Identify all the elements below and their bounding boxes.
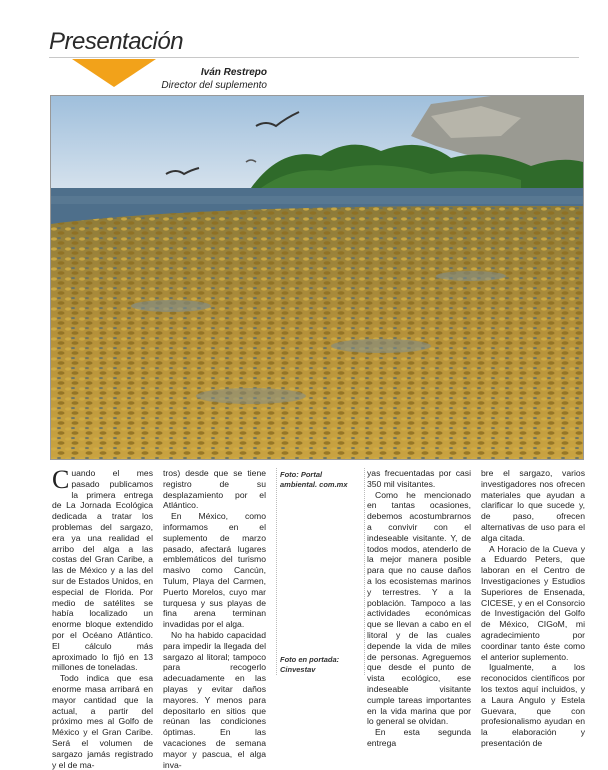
col3-paragraph-1: yas frecuentadas por casi 350 mil visitantes. — [367, 468, 471, 489]
col1-paragraph-2: Todo indica que esa enorme masa arribará en mayor cantidad que la actual, a partir del próximo mes al Golfo de México y el Gran Caribe. Será el volumen de sargazo jamás registrado y el de ma- — [52, 673, 153, 770]
col3-paragraph-2: Como he mencionado en tantas ocasiones, debemos acostumbrarnos a convivir con el indeseable visitante. Y, de todos modos, atenderlo de la mejor manera posible para que no cause daños a los ecosistemas marinos y terrestres. Y a la población. Tampoco a las actividades económicas que se llevan a cabo en el litoral y de las cuales depende la vida de miles de personas. Agreguemos que desde el punto de vista ecológico, ese indeseable visitante cumple tareas importantes en la vida marina que por lo general se olvidan. — [367, 489, 471, 727]
column-1 — [52, 465, 153, 770]
cover-credit: Foto en portada: Cinvestav — [280, 655, 340, 674]
sargassum-beach-photo — [50, 95, 584, 460]
column-3 — [367, 468, 471, 749]
col4-paragraph-2: A Horacio de la Cueva y a Eduardo Peters, que laboran en el Centro de Investigaciones y Estudios Superiores de Ensenada, CICESE, y en el Consorcio de Investigación del Golfo de México, CIGoM, mi agradecimiento por coordinar tanto éste como el anterior suplemento. — [481, 543, 585, 662]
column-rule-right — [364, 468, 365, 675]
col4-paragraph-1: bre el sargazo, varios investigadores nos ofrecen materiales que ayudan a clarificar lo que sucede y, de paso, ofrecen alternativas de uso para el alga citada. — [481, 468, 585, 543]
column-4 — [481, 468, 585, 749]
col2-paragraph-2: En México, como informamos en el suplemento de marzo pasado, afectará lugares emblemáticos del turismo masivo como Cancún, Tulum, Playa del Carmen, Puerto Morelos, cuyo mar turquesa y sus playas de fina arena terminan invadidas por el alga. — [163, 511, 266, 630]
column-2 — [163, 468, 266, 770]
col4-paragraph-3: Igualmente, a los reconocidos científicos por los textos aquí incluidos, y a Laura Angulo y Estela Guevara, que con profesionalismo ayudan en la elaboración y presentación de — [481, 662, 585, 748]
author-role: Director del suplemento — [161, 80, 267, 91]
photo-credit: Foto: Portal ambiental. com.mx — [280, 470, 348, 489]
drop-cap: C — [52, 465, 70, 494]
column-rule-left — [276, 468, 277, 675]
col3-paragraph-3: En esta segunda entrega — [367, 727, 471, 748]
title-divider — [49, 57, 579, 58]
sargassum-beach-photo-icon — [51, 96, 583, 459]
col2-paragraph-3: No ha habido capacidad para impedir la llegada del sargazo al litoral; tampoco para recogerlo adecuadamente en las playas y evitar daños mayores. Y menos para depositarlo en sitios que reúnan las condiciones óptimas. En las vacaciones de semana mayor y pascua, el alga inva- — [163, 629, 266, 770]
page-title: Presentación — [49, 28, 184, 55]
col2-paragraph-1: tros) desde que se tiene registro de su desplazamiento por el Atlántico. — [163, 468, 266, 511]
author-block — [140, 66, 267, 92]
col1-paragraph-1: uando el mes pasado publicamos la primera entrega de La Jornada Ecológica dedicada a tratar los problemas del sargazo, era ya una realidad el arribo del alga a las costas del Gran Caribe, a las de México y a las del sur de Estados Unidos, en especial de Florida. Por medio de satélites se había localizado un enorme bloque extendido por el Océano Atlántico. El cálculo más aproximado lo fijó en 13 millones de toneladas. — [52, 468, 153, 673]
author-name: Iván Restrepo — [200, 67, 267, 78]
